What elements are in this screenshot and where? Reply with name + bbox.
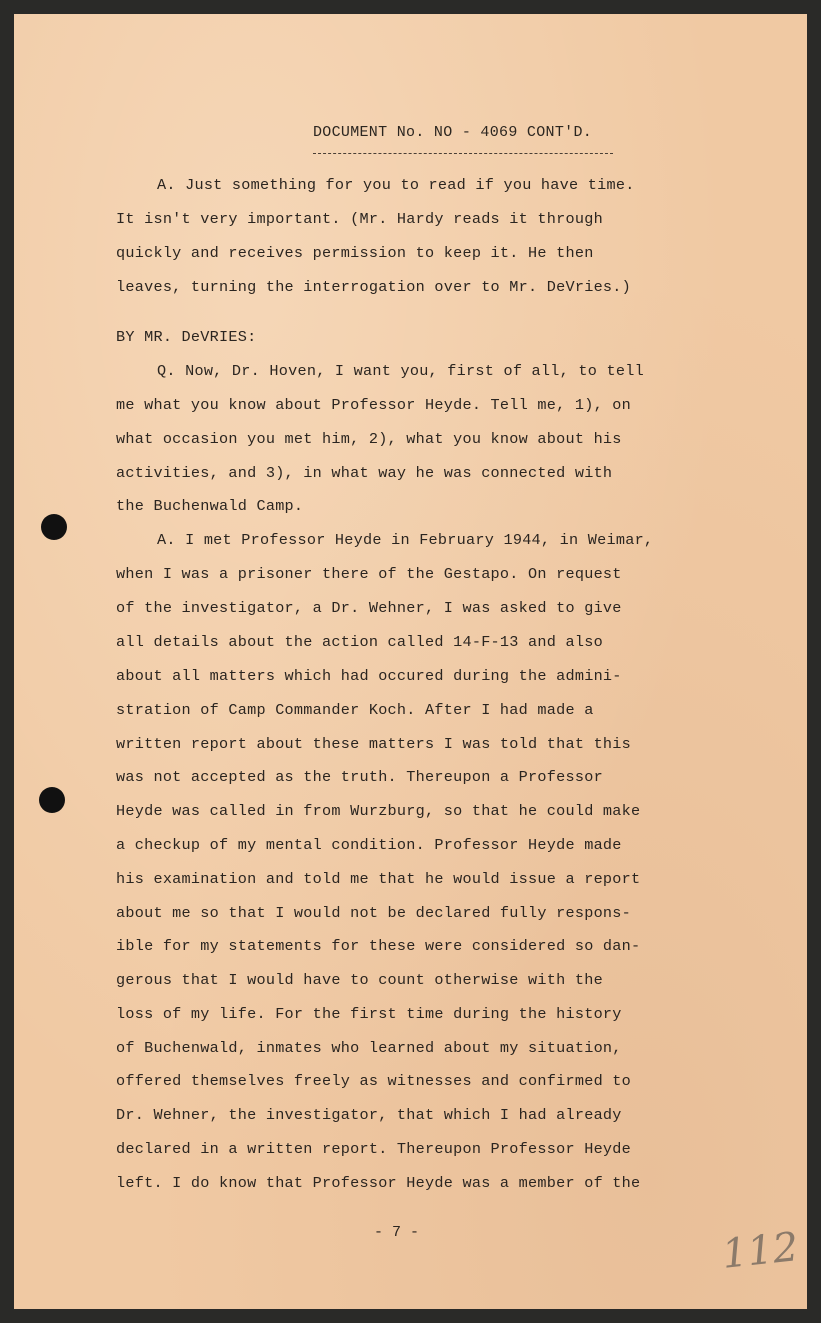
- text-line: leaves, turning the interrogation over to Mr. DeVries.): [116, 278, 632, 296]
- text-line: Q. Now, Dr. Hoven, I want you, first of all, to tell: [157, 362, 644, 380]
- document-heading: DOCUMENT No. NO - 4069 CONT'D.: [313, 124, 593, 141]
- text-line: me what you know about Professor Heyde. Tell me, 1), on: [116, 396, 632, 414]
- text-line: all details about the action called 14-F-13 and also: [116, 633, 603, 651]
- text-line: offered themselves freely as witnesses and confirmed to: [116, 1072, 632, 1090]
- text-line: quickly and receives permission to keep it. He then: [116, 244, 594, 262]
- text-line: when I was a prisoner there of the Gestapo. On request: [116, 565, 622, 583]
- page-number: - 7 -: [374, 1224, 420, 1241]
- handwritten-page-number: 112: [719, 1224, 801, 1278]
- text-line: about me so that I would not be declared fully respons-: [116, 904, 632, 922]
- text-line: the Buchenwald Camp.: [116, 497, 304, 515]
- text-line: Dr. Wehner, the investigator, that which I had already: [116, 1106, 622, 1124]
- text-line: written report about these matters I was told that this: [116, 735, 632, 753]
- text-line: It isn't very important. (Mr. Hardy reads it through: [116, 210, 603, 228]
- text-line: gerous that I would have to count otherwise with the: [116, 971, 603, 989]
- text-line: about all matters which had occured during the admini-: [116, 667, 622, 685]
- text-line: declared in a written report. Thereupon Professor Heyde: [116, 1140, 632, 1158]
- text-line: a checkup of my mental condition. Professor Heyde made: [116, 836, 622, 854]
- text-line: activities, and 3), in what way he was connected with: [116, 464, 613, 482]
- punch-hole-top: [41, 514, 67, 540]
- heading-underline: [313, 153, 613, 154]
- text-line: A. I met Professor Heyde in February 1944, in Weimar,: [157, 531, 654, 549]
- text-line: A. Just something for you to read if you have time.: [157, 176, 635, 194]
- text-line: ible for my statements for these were considered so dan-: [116, 937, 641, 955]
- text-line: was not accepted as the truth. Thereupon a Professor: [116, 768, 603, 786]
- text-line: his examination and told me that he would issue a report: [116, 870, 641, 888]
- text-line: of the investigator, a Dr. Wehner, I was asked to give: [116, 599, 622, 617]
- text-line: loss of my life. For the first time during the history: [116, 1005, 622, 1023]
- text-line: of Buchenwald, inmates who learned about my situation,: [116, 1039, 622, 1057]
- punch-hole-bottom: [39, 787, 65, 813]
- speaker-label: BY MR. DeVRIES:: [116, 328, 257, 346]
- text-line: what occasion you met him, 2), what you know about his: [116, 430, 622, 448]
- text-line: stration of Camp Commander Koch. After I had made a: [116, 701, 594, 719]
- text-line: left. I do know that Professor Heyde was a member of the: [116, 1174, 641, 1192]
- text-line: Heyde was called in from Wurzburg, so that he could make: [116, 802, 641, 820]
